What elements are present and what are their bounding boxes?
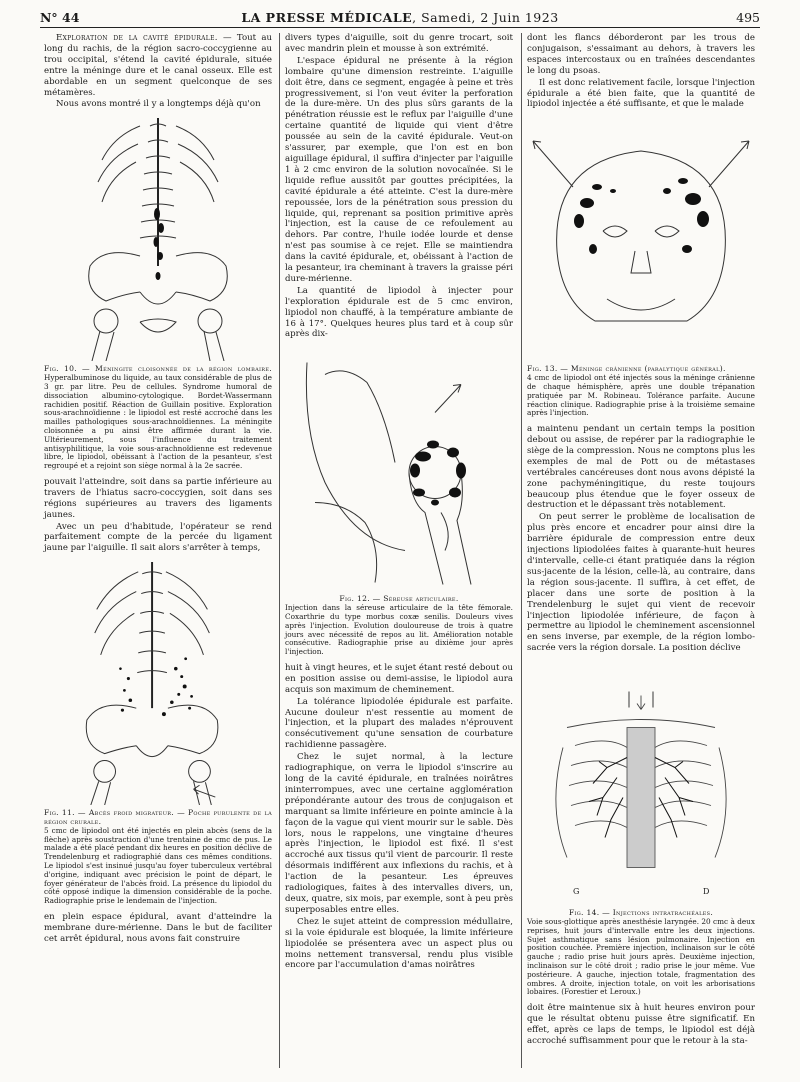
paragraph: La quantité de lipiodol à injecter pour l'exploration épidurale est de 5 cmc environ, lipiodol non chauffé, à la température ambiante de 16 à 17°. Quelques heures plus tard et à coup sûr après dix- <box>285 285 513 340</box>
figure-11-caption: Fig. 11. — Abcès froid migrateur. — Poche purulente de la région crurale. 5 cmc de lipiodol ont été injectés en plein abcès (sens de la flèche) après soustraction d'une trentaine de cmc de pus. Le malade a été placé pendant dix heures en position déclive de Trendelenburg et radiographié dans ces mêmes conditions. Le lipiodol s'est insinué jusqu'au foyer tuberculeux vertébral d'origine, indiquant avec précision le point de départ, le foyer générateur de l'abcès froid. La présence du lipiodol du côté opposé indique la dimension considérable de la poche. Radiographie prise le lendemain de l'injection. <box>44 808 272 906</box>
issue-number: N° 44 <box>40 10 80 25</box>
paragraph: Avec un peu d'habitude, l'opérateur se rend parfaitement compte de la percée du ligament jaune par l'aiguille. Il sait alors s'arrêter à temps, <box>44 521 272 554</box>
section-heading: Exploration de la cavité épidurale. <box>56 33 218 43</box>
running-header <box>40 8 760 28</box>
figure-10-lumbar-radiograph <box>44 116 272 361</box>
figure-14-mark-right: D <box>703 887 710 897</box>
paragraph: La tolérance lipiodolée épidurale est parfaite. Aucune douleur n'est ressentie au moment de l'injection, et la plupart des malades n'éprouvent consécutivement qu'une sensation de courbature rachidienne passagère. <box>285 696 513 751</box>
figure-11-cold-abscess-radiograph <box>44 560 272 805</box>
column-2 <box>285 33 513 972</box>
paragraph: On peut serrer le problème de localisation de plus près encore et encadrer pour ainsi dire la barrière épidurale de compression entre deux injections lipiodolées faites à quarante-huit heures d'intervalle, celle-ci étant pratiquée dans la région sus-jacente de la lésion, celle-là, au contraire, dans la région sous-jacente. Il suffira, à cet effet, de placer dans une sorte de position à la Trendelenburg le sujet qui vient de recevoir l'injection lipiodolée inférieure, de façon à permettre au lipiodol le cheminement ascensionnel en sens inverse, par exemple, de la région lombo-sacrée vers la région dorsale. La position déclive <box>527 512 755 654</box>
header-rule <box>40 27 760 28</box>
paragraph: pouvait l'atteindre, soit dans sa partie inférieure au travers de l'hiatus sacro-coccygien, soit dans ses régions supérieures au travers des ligaments jaunes. <box>44 476 272 520</box>
paragraph: dont les flancs déborderont par les trous de conjugaison, s'essaimant au dehors, à travers les espaces intercostaux ou en traînées descendantes le long du psoas. <box>527 33 755 76</box>
journal-title-line <box>40 10 760 25</box>
paragraph: doit être maintenue six à huit heures environ pour que le résultat obtenu puisse être significatif. En effet, après ce laps de temps, le lipiodol est déjà accroché suffisamment pour que le retour à la sta- <box>527 1003 755 1046</box>
issue-date: , Samedi, 2 Juin 1923 <box>412 10 559 25</box>
figure-14-caption: Fig. 14. — Injections intratrachéales. Voie sous-glottique après anesthésie laryngée. 20 cmc à deux reprises, huit jours d'intervalle entre les deux injections. Sujet asthmatique sans lésion pulmonaire. Injection en position couchée. Première injection, inclinaison sur le côté gauche ; radio prise huit jours après. Deuxième injection, inclinaison sur le côté droit ; radio prise le jour même. Vue postérieure. A gauche, injection totale, fragmentation des ombres. A droite, injection totale, on voit les arborisations lobaires. (Forestier et Leroux.) <box>527 908 755 997</box>
paragraph: a maintenu pendant un certain temps la position debout ou assise, de repérer par la radiographie le siège de la compression. Nous ne comptons plus les exemples de mal de Pott ou de métastases vertébrales cancéreuses dont nous avons dépisté la zone pachyméningitique, du reste toujours beaucoup plus étendue que le foyer osseux de destruction et le dépassant très notablement. <box>527 424 755 511</box>
paragraph: Nous avons montré il y a longtemps déjà qu'on <box>56 99 261 110</box>
page-number: 495 <box>736 10 760 25</box>
figure-13-skull-radiograph <box>527 116 755 361</box>
paragraph: huit à vingt heures, et le sujet étant resté debout ou en position assise ou demi-assise, le lipiodol aura acquis son maximum de cheminement. <box>285 662 513 695</box>
figure-12-caption: Fig. 12. — Séreuse articulaire. Injection dans la séreuse articulaire de la tête fémorale. Coxarthrie du type morbus coxæ senilis. Douleurs vives après l'injection. Evolution douloureuse de trois à quatre jours avec nécessité de repos au lit. Amélioration notable consécutive. Radiographie prise au dixième jour après l'injection. <box>285 594 513 657</box>
paragraph: Il est donc relativement facile, lorsque l'injection épidurale a été bien faite, que la quantité de lipiodol injectée a été suffisante, et que le malade <box>527 77 755 110</box>
paragraph: en plein espace épidural, avant d'atteindre la membrane dure-mérienne. Dans le but de faciliter cet arrêt épidural, nous avons fait construire <box>44 912 272 944</box>
column-divider <box>279 33 280 1068</box>
paragraph: Exploration de la cavité épidurale. — Tout au long du rachis, de la région sacro-coccygienne au trou occipital, s'étend la cavité épidurale, située entre la méninge dure et le canal osseux. Elle est abordable en un segment quelconque de ses métamères. <box>44 33 272 98</box>
column-1 <box>44 33 272 946</box>
paragraph: divers types d'aiguille, soit du genre trocart, soit avec mandrin plein et mousse à son extrémité. <box>285 33 513 54</box>
paragraph: L'espace épidural ne présente à la région lombaire qu'une dimension restreinte. L'aiguille doit être, dans ce segment, engagée à peine et très progressivement, si l'on veut éviter la perforation de la dure-mère. Un des plus sûrs garants de la pénétration réussie est le reflux par l'aiguille d'une certaine quantité de liquide qui vient d'être poussée au sein de la cavité épidurale. Veut-on s'assurer, par exemple, que l'on est en bon aiguillage épidural, il suffira d'injecter par l'aiguille 1 à 2 cmc environ de la solution novocaïnée. Si le liquide reflue aussitôt par gouttes précipitées, la cavité épidurale a été atteinte. C'est la dure-mère repoussée, lors de la pénétration sous pression du liquide, qui, reprenant sa position primitive après l'injection, est la cause de ce refoulement au dehors. Par contre, l'huile iodée lourde et dense n'est pas soumise à ce rejet. Elle se maintiendra dans la cavité épidurale, et, obéissant à l'action de la pesanteur, ira cheminant à travers la graisse péri dure-mérienne. <box>285 55 513 284</box>
figure-10-caption: Fig. 10. — Méningite cloisonnée de la région lombaire. Hyperalbuminose du liquide, au taux considérable de plus de 3 gr. par litre. Peu de cellules. Syndrome humoral de dissociation albumino-cytologique. Bordet-Wassermann rachidien positif. Réaction de Guillain positive. Exploration sous-arachnoïdienne : le lipiodol est resté accroché dans les mailles pathologiques sous-arachnoïdiennes. La méningite cloisonnée a pu ainsi être affirmée durant la vie. Ultérieurement, sous l'influence du traitement antisyphilitique, la voie sous-arachnoïdienne est redevenue libre, le lipiodol, obéissant à l'action de la pesanteur, s'est regroupé et a rejoint son siège normal à la 2e sacrée. <box>44 364 272 471</box>
paragraph: Chez le sujet atteint de compression médullaire, si la voie épidurale est bloquée, la limite inférieure lipiodolée se présentera avec un aspect plus ou moins nettement transversal, rendu plus visible encore par l'accumulation d'amas noirâtres <box>285 916 513 971</box>
journal-name: LA PRESSE MÉDICALE <box>241 10 413 25</box>
column-3 <box>527 33 755 1048</box>
paragraph: Chez le sujet normal, à la lecture radiographique, on verra le lipiodol s'inscrire au long de la cavité épidurale, en traînées noirâtres ininterrompues, avec une certaine agglomération prépondérante autour des trous de conjugaison et marquant sa limite inférieure en pointe amincie à la façon de la vague qui vient mourir sur le sable. Dès lors, nous le rappelons, une vingtaine d'heures après l'injection, le lipiodol est fixé. Il s'est accroché aux tissus qu'il vient de parcourir. Il reste désormais indifférent aux inflexions du rachis, et à l'action de la pesanteur. Les épreuves radiologiques, faites à des intervalles divers, un, deux, quatre, six mois, par exemple, sont à peu près superposables entre elles. <box>285 752 513 915</box>
figure-14-chest-radiograph <box>527 660 755 905</box>
column-divider <box>521 33 522 1068</box>
figure-13-caption: Fig. 13. — Méninge crânienne (paralytique général). 4 cmc de lipiodol ont été injectés sous la méninge crânienne de chaque hémisphère, après une double trépanation pratiquée par M. Robineau. Tolérance parfaite. Aucune réaction clinique. Radiographie prise à la troisième semaine après l'injection. <box>527 364 755 418</box>
figure-12-hip-joint-radiograph <box>285 346 513 591</box>
figure-14-mark-left: G <box>573 887 580 897</box>
